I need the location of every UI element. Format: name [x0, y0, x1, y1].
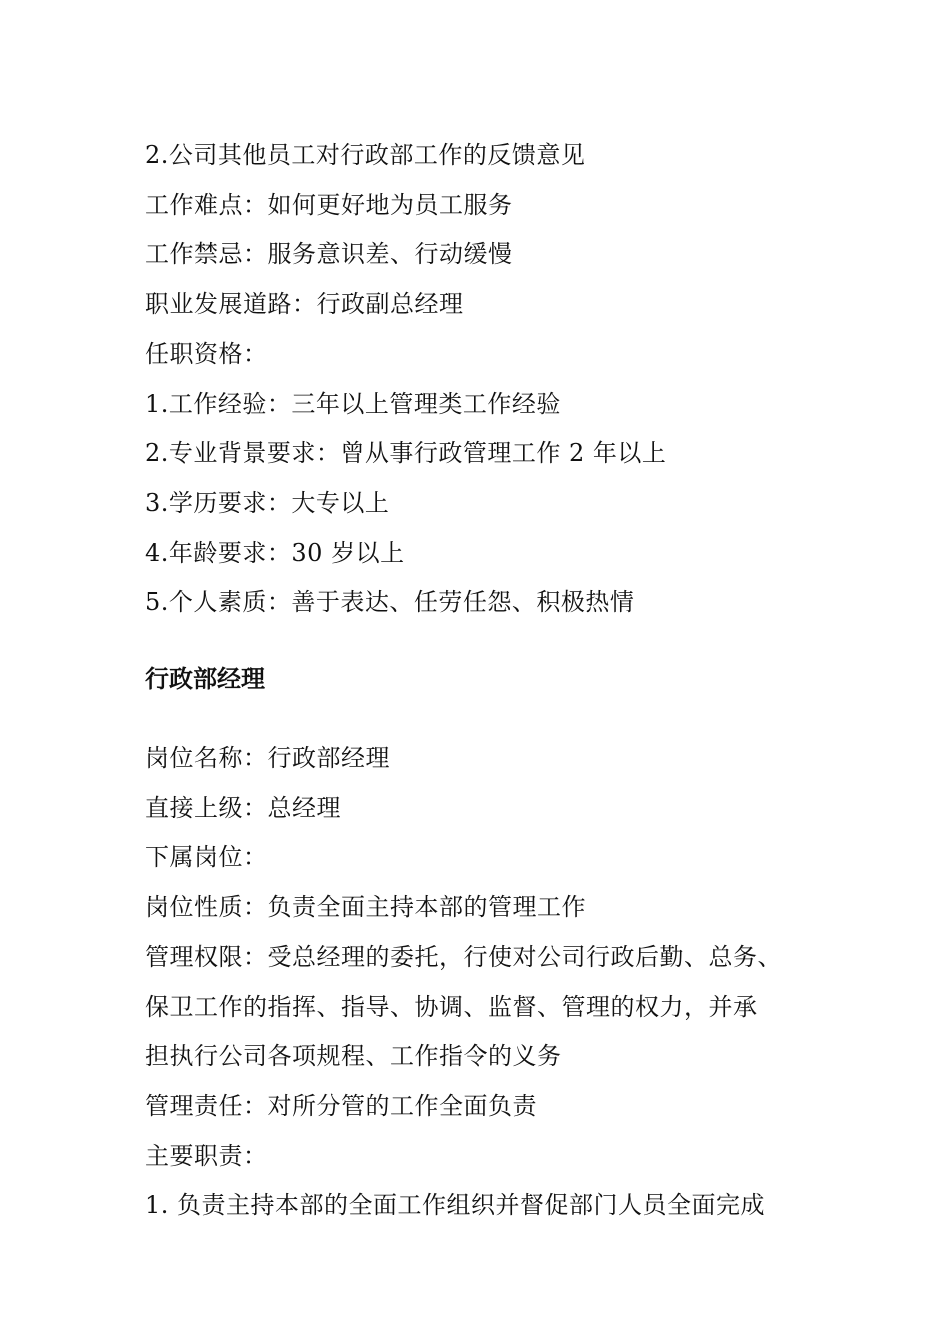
paragraph-line: 4.年龄要求：30 岁以上 [145, 538, 405, 567]
paragraph-line: 担执行公司各项规程、工作指令的义务 [145, 1042, 562, 1071]
paragraph-line: 直接上级：总经理 [145, 793, 341, 822]
paragraph-line: 1. 负责主持本部的全面工作组织并督促部门人员全面完成 [145, 1191, 766, 1220]
paragraph-line: 2.公司其他员工对行政部工作的反馈意见 [145, 141, 586, 169]
section-heading: 行政部经理 [145, 665, 265, 694]
document-body [145, 131, 825, 1231]
paragraph-line: 主要职责： [145, 1141, 268, 1170]
paragraph-line: 1.工作经验：三年以上管理类工作经验 [145, 389, 561, 418]
paragraph-line: 岗位名称：行政部经理 [145, 744, 390, 773]
paragraph-line: 工作禁忌：服务意识差、行动缓慢 [145, 240, 513, 269]
paragraph-line: 职业发展道路：行政副总经理 [145, 290, 464, 319]
paragraph-line: 保卫工作的指挥、指导、协调、监督、管理的权力，并承 [145, 992, 758, 1021]
paragraph-line: 2.专业背景要求：曾从事行政管理工作 2 年以上 [145, 439, 667, 468]
paragraph-line: 工作难点：如何更好地为员工服务 [145, 190, 513, 219]
paragraph-line: 任职资格： [145, 339, 268, 368]
paragraph-line: 下属岗位： [145, 843, 268, 872]
paragraph-line: 3.学历要求：大专以上 [145, 488, 390, 517]
paragraph-line: 岗位性质：负责全面主持本部的管理工作 [145, 893, 586, 922]
paragraph-line: 5.个人素质：善于表达、任劳任怨、积极热情 [145, 588, 635, 617]
paragraph-line: 管理权限：受总经理的委托，行使对公司行政后勤、总务、 [145, 942, 782, 971]
paragraph-line: 管理责任：对所分管的工作全面负责 [145, 1091, 537, 1120]
